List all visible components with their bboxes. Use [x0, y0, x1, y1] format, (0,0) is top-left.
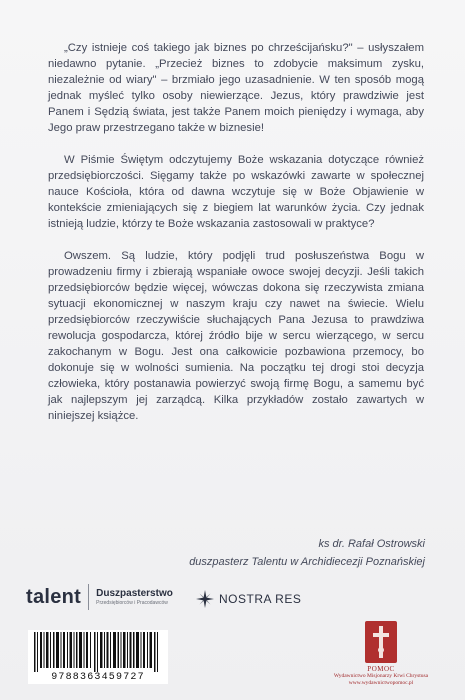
paragraph-3: Owszem. Są ludzie, który podjęli trud posłuszeństwa Bogu w prowadzeniu firmy i zbierają wspaniałe owoce swojej decyzji. Jeśli takich przedsiębiorców będzie więcej, wówczas dokona się rzeczywista zmiana sytuacji ekonomicznej w naszym kraju czy nawet na świecie. Wielu przedsiębiorców rzeczywiście słuchających Pana Jezusa to prawdziwa rewolucja gospodarcza, której źródło bije w sercu wierzącego, w sercu zakochanym w Bogu. Jest ona całkowicie pozbawiona przemocy, bo dokonuje się w wolności sumienia. Na początku tej drogi stoi decyzja człowieka, który postanawia powierzyć swoją firmę Bogu, a samemu być jak najlepszym jej zarządcą. Kilka przykładów zostało zawartych w niniejszej książce.	[48, 250, 424, 422]
talent-logo	[26, 584, 173, 610]
signature-author: ks dr. Rafał Ostrowski	[318, 538, 425, 550]
isbn-barcode	[28, 630, 168, 684]
talent-divider	[88, 584, 89, 610]
talent-subtitle-group	[96, 588, 173, 606]
pomoc-publisher-logo	[296, 620, 465, 687]
talent-subtitle: Przedsiębiorców i Pracodawców	[96, 600, 168, 606]
talent-wordmark: talent	[26, 585, 82, 608]
paragraph-2: W Piśmie Świętym odczytujemy Boże wskazania dotyczące również przedsiębiorczości. Sięgamy także po wskazówki zawarte w społecznej nauce Kościoła, która od dawna wczytuje się w Boże Objawienie w kontekście zmieniających się z biegiem lat warunków życia. Czy jednak istnieją ludzie, którzy te Boże wskazania zastosowali w praktyce?	[48, 154, 424, 230]
talent-title: Duszpasterstwo	[96, 588, 173, 599]
nostra-res-logo	[196, 590, 301, 608]
star-icon	[196, 590, 214, 608]
nostra-res-name: NOSTRA RES	[219, 592, 302, 606]
barcode-bars	[32, 632, 164, 672]
blurb-text	[48, 40, 424, 440]
signature-role: duszpasterz Talentu w Archidiecezji Poznańskiej	[189, 556, 425, 568]
paragraph-1: „Czy istnieje coś takiego jak biznes po chrześcijańsku?" – usłyszałem niedawno pytanie. „Przecież biznes to zdobycie maksimum zysku, niezależnie od wiary" – brzmiało jego uzasadnienie. W ten sposób mogą jednak myśleć tylko osoby niewierzące. Jezus, który prawdziwie jest Panem i Sędzią świata, jest także Panem moich pieniędzy i wymaga, aby Jego praw przestrzegano także w biznesie!	[48, 42, 424, 134]
cross-emblem-icon	[364, 620, 398, 664]
pomoc-url: www.wydawnictwopomoc.pl	[348, 680, 414, 686]
signature	[65, 535, 425, 571]
pomoc-name: POMOC	[367, 665, 395, 673]
pomoc-tagline: Wydawnictwo Misjonarzy Krwi Chrystusa	[333, 673, 429, 679]
isbn-number: 9788363459727	[51, 672, 145, 683]
